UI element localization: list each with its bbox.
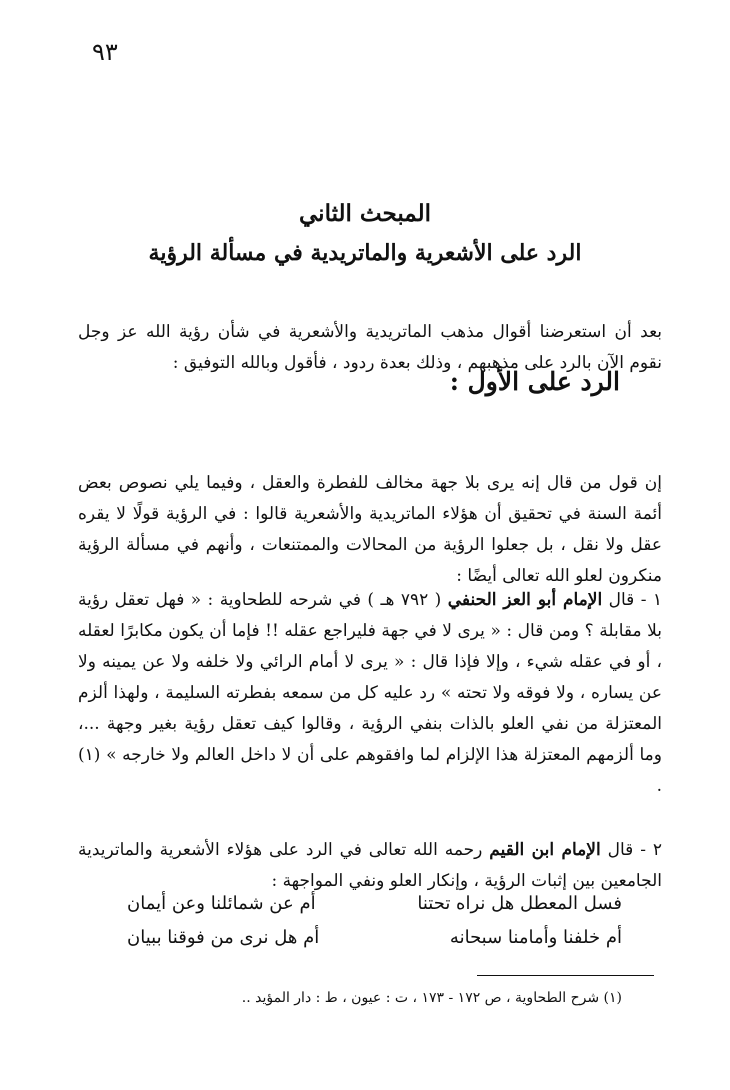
- quote-lead: ١ - قال: [608, 590, 663, 610]
- verse-second-hemistich: أم عن شمائلنا وعن أيمان: [127, 893, 316, 914]
- footnote-divider: [477, 975, 654, 976]
- verse-first-hemistich: أم خلفنا وأمامنا سبحانه: [449, 927, 622, 948]
- scholar-name: الإمام ابن القيم: [489, 840, 601, 860]
- first-reply-heading: الرد على الأول :: [449, 367, 620, 396]
- quote-text: رحمه الله تعالى في الرد على هؤلاء الأشعرية والماتريدية الجامعين بين إثبات الرؤية ، وإنكار العلو ونفي المواجهة :: [78, 840, 662, 891]
- quote-text: ( ٧٩٢ هـ ) في شرحه للطحاوية : « فهل تعقل رؤية بلا مقابلة ؟ ومن قال : « يرى لا في جهة فليراجع عقله !! فإما أن يكون مكابرًا لعقله ، أو في عقله شيء ، وإلا فإذا قال : « يرى لا أمام الرائي ولا خلفه ولا عن يمينه ولا عن يساره ، ولا فوقه ولا تحته » رد عليه كل من سمعه بفطرته السليمة ، ولهذا ألزم المعتزلة من نفي العلو بالذات بنفي الرؤية ، وقالوا كيف تعقل رؤية بغير وجهة ...، وما ألزمهم المعتزلة هذا الإلزام لما وافقوهم على أن لا داخل العالم ولا خارجه » (١) .: [78, 590, 662, 796]
- page-number: ٩٣: [92, 38, 118, 66]
- poem-verse: [127, 927, 622, 948]
- poem-verse: [127, 893, 622, 914]
- section-title: المبحث الثاني: [299, 200, 431, 227]
- footnote: (١) شرح الطحاوية ، ص ١٧٢ - ١٧٣ ، ت : عيون ، ط : دار المؤيد ..: [241, 990, 622, 1006]
- quote-lead: ٢ - قال: [607, 840, 662, 860]
- verse-second-hemistich: أم هل نرى من فوقنا ببيان: [127, 927, 320, 948]
- section-subtitle: الرد على الأشعرية والماتريدية في مسألة الرؤية: [148, 240, 582, 266]
- intro-paragraph: بعد أن استعرضنا أقوال مذهب الماتريدية والأشعرية في شأن رؤية الله عز وجل نقوم الآن بالرد على مذهبهم ، وذلك بعدة ردود ، فأقول وبالله التوفيق :: [78, 322, 662, 373]
- quote-abu-al-izz: [78, 585, 662, 802]
- quote-ibn-al-qayyim: [78, 835, 662, 897]
- scholar-name: الإمام أبو العز الحنفي: [447, 590, 603, 610]
- first-reply-paragraph: إن قول من قال إنه يرى بلا جهة مخالف للفطرة والعقل ، وفيما يلي نصوص بعض أئمة السنة في تحقيق أن هؤلاء الماتريدية والأشعرية قالوا : في الرؤية قولًا لا يقره عقل ولا نقل ، بل جعلوا الرؤية من المحالات والممتنعات ، وأنهم في مسألة الرؤية منكرون لعلو الله تعالى أيضًا :: [78, 473, 662, 586]
- verse-first-hemistich: فسل المعطل هل نراه تحتنا: [417, 893, 622, 914]
